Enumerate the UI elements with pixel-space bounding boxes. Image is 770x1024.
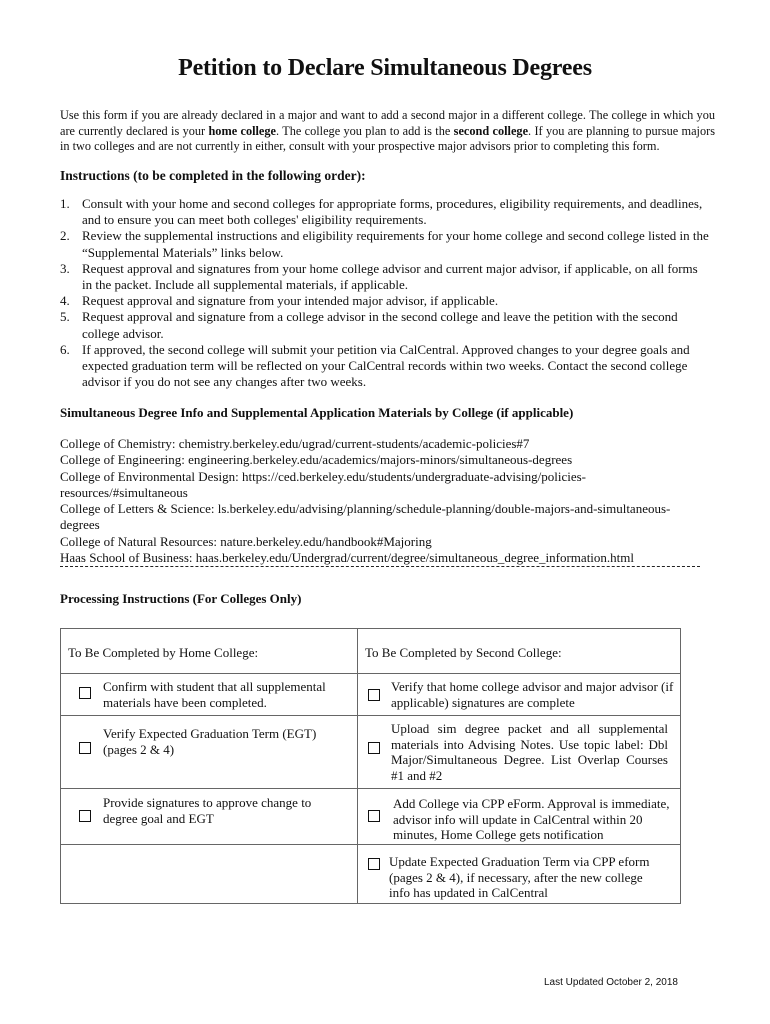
checkbox-icon[interactable]: [368, 858, 380, 870]
instruction-step: [60, 228, 710, 260]
step-number: 3.: [60, 260, 70, 276]
intro-text-2: . The college you plan to add is the: [276, 123, 454, 138]
processing-table-row: [61, 845, 681, 904]
second-item-text: Verify that home college advisor and major advisor (if applicable) signatures are complete: [391, 679, 674, 710]
step-text: Consult with your home and second colleges for appropriate forms, procedures, eligibility requirements, and deadlines, and to ensure you can meet both colleges' eligibility requirements.: [82, 196, 703, 228]
second-item-cell: [358, 716, 681, 789]
instruction-step: [60, 293, 710, 309]
checkbox-icon[interactable]: [368, 810, 380, 822]
step-text: Review the supplemental instructions and eligibility requirements for your home college and second college listed in the “Supplemental Materials” links below.: [82, 228, 709, 260]
instruction-step: [60, 261, 710, 293]
second-item-text: Add College via CPP eForm. Approval is immediate, advisor info will update in CalCentral within 20 minutes, Home College gets notification: [393, 796, 670, 842]
intro-text-3: . If you are planning to pursue majors in two colleges and are not currently in either, consult with your prospective major advisors prior to completing this form.: [60, 123, 715, 154]
college-link: College of Environmental Design: https://ced.berkeley.edu/students/undergraduate-advising/policies-resources/#simultaneous: [60, 468, 587, 500]
instruction-step: [60, 342, 710, 391]
instruction-step: [60, 309, 710, 341]
instructions-list: [60, 196, 710, 390]
step-text: Request approval and signature from a college advisor in the second college and leave the petition with the second college advisor.: [82, 309, 678, 341]
processing-table-row: [61, 789, 681, 845]
second-checklist-item: [358, 789, 680, 843]
step-number: 5.: [60, 309, 70, 325]
home-checklist-item: [61, 716, 357, 757]
processing-table-header-row: [61, 629, 681, 674]
page-title: Petition to Declare Simultaneous Degrees: [178, 55, 592, 81]
second-checklist-item: [358, 845, 680, 901]
home-item-text: Provide signatures to approve change to degree goal and EGT: [103, 795, 312, 826]
college-links-list: [60, 436, 700, 566]
checkbox-icon[interactable]: [79, 742, 91, 754]
home-college-header: To Be Completed by Home College:: [68, 645, 259, 660]
home-college-header-cell: [61, 629, 358, 674]
step-text: If approved, the second college will submit your petition via CalCentral. Approved changes to your degree goals and expected graduation term will be reflected on your CalCentral records within two weeks. Contact the second college advisor if you do not see any changes after two weeks.: [82, 341, 690, 390]
home-item-text: Confirm with student that all supplemental materials have been completed.: [103, 679, 326, 710]
step-number: 2.: [60, 228, 70, 244]
step-number: 6.: [60, 341, 70, 357]
second-college-header-cell: [358, 629, 681, 674]
college-link: College of Chemistry: chemistry.berkeley.edu/ugrad/current-students/academic-policies#7: [60, 436, 530, 451]
second-item-cell: [358, 789, 681, 845]
home-item-cell: [61, 674, 358, 716]
college-link: Haas School of Business: haas.berkeley.edu/Undergrad/current/degree/simultaneous_degree_information.html: [60, 550, 634, 566]
checkbox-icon[interactable]: [79, 810, 91, 822]
intro-second-college: second college: [453, 123, 529, 138]
second-item-text: Upload sim degree packet and all supplemental materials into Advising Notes. Use topic label: Dbl Major/Simultaneous Degree. List Overlap Courses #1 and #2: [391, 721, 668, 783]
checkbox-icon[interactable]: [79, 687, 91, 699]
second-college-header: To Be Completed by Second College:: [365, 645, 562, 660]
home-item-cell: [61, 716, 358, 789]
college-link: College of Letters & Science: ls.berkeley.edu/advising/planning/schedule-planning/double-majors-and-simultaneous-degrees: [60, 501, 671, 533]
last-updated-footer: Last Updated October 2, 2018: [544, 977, 678, 988]
intro-home-college: home college: [208, 123, 276, 138]
college-link: College of Natural Resources: nature.berkeley.edu/handbook#Majoring: [60, 533, 432, 549]
empty-home-cell: [61, 845, 358, 904]
intro-paragraph: [60, 108, 715, 155]
home-item-cell: [61, 789, 358, 845]
step-number: 1.: [60, 196, 70, 211]
home-item-text: Verify Expected Graduation Term (EGT) (pages 2 & 4): [103, 726, 317, 757]
step-text: Request approval and signature from your intended major advisor, if applicable.: [82, 293, 499, 309]
college-link: College of Engineering: engineering.berkeley.edu/academics/majors-minors/simultaneous-degrees: [60, 452, 573, 468]
processing-table-row: [61, 716, 681, 789]
cut-line-divider: [60, 566, 700, 567]
processing-heading: Processing Instructions (For Colleges Only): [60, 591, 302, 606]
home-checklist-item: [61, 789, 357, 826]
step-text: Request approval and signatures from your home college advisor and current major advisor, if applicable, on all forms in the packet. Include all supplemental materials, if applicable.: [82, 260, 698, 293]
second-checklist-item: [358, 674, 680, 710]
second-item-text: Update Expected Graduation Term via CPP eform (pages 2 & 4), if necessary, after the new college info has updated in CalCentral: [389, 854, 650, 900]
home-checklist-item: [61, 674, 357, 710]
second-item-cell: [358, 845, 681, 904]
simultaneous-degree-heading: Simultaneous Degree Info and Supplemental Application Materials by College (if applicable): [60, 405, 574, 420]
instruction-step: [60, 196, 710, 228]
intro-text-1: Use this form if you are already declared in a major and want to add a second major in a different college. The college in which you are currently declared is your: [60, 108, 715, 138]
processing-table: [60, 628, 681, 904]
processing-table-row: [61, 674, 681, 716]
checkbox-icon[interactable]: [368, 689, 380, 701]
step-number: 4.: [60, 293, 70, 309]
checkbox-icon[interactable]: [368, 742, 380, 754]
second-item-cell: [358, 674, 681, 716]
second-checklist-item: [358, 716, 680, 783]
instructions-heading: Instructions (to be completed in the following order):: [60, 168, 366, 183]
